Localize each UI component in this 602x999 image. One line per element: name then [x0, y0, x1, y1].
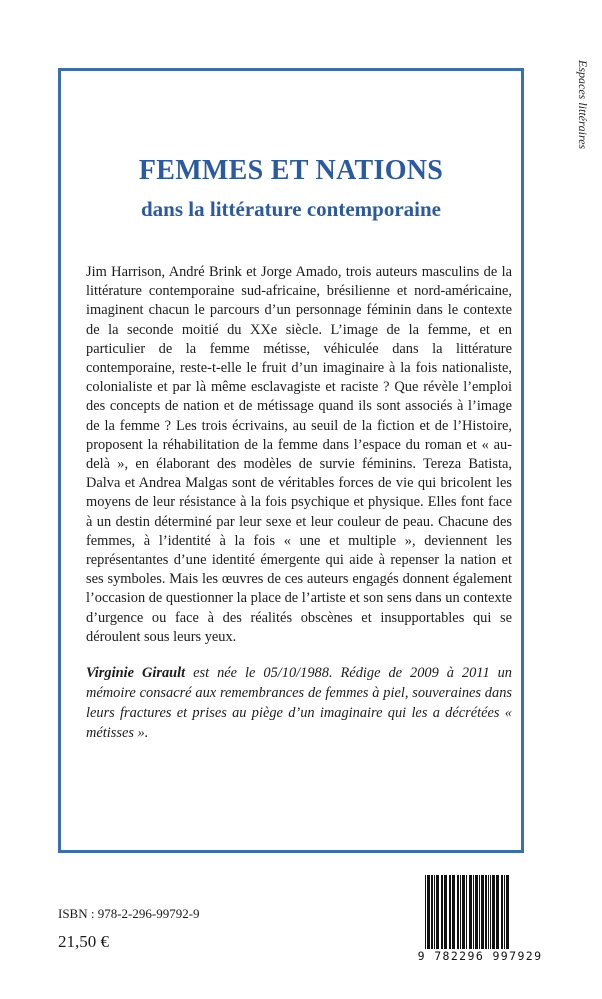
barcode-bar — [434, 875, 435, 949]
barcode-bar — [466, 875, 467, 949]
barcode — [415, 875, 545, 965]
barcode-bar — [427, 875, 430, 949]
author-bio — [86, 663, 512, 743]
barcode-bar — [460, 875, 461, 949]
isbn-label: ISBN : 978-2-296-99792-9 — [58, 906, 200, 921]
author-bio-text: est née le 05/10/1988. Rédige de 2009 à 2011 un mémoire consacré aux remembrances de femmes à piel, souveraines dans leurs fractures et prises au piège d’un imaginaire qui les a décrétées « métisses ». — [86, 665, 512, 741]
barcode-bar — [469, 875, 472, 949]
barcode-bar — [506, 875, 509, 949]
barcode-bar — [475, 875, 478, 949]
book-title: FEMMES ET NATIONS — [138, 155, 444, 186]
barcode-bar — [504, 875, 505, 949]
barcode-bar — [496, 875, 499, 949]
author-name: Virginie Girault — [86, 665, 186, 681]
series-label: Espaces littéraires — [576, 60, 590, 150]
barcode-bar — [462, 875, 465, 949]
barcode-bar — [479, 875, 480, 949]
barcode-bar — [457, 875, 459, 949]
barcode-bar — [501, 875, 503, 949]
barcode-bars — [423, 875, 541, 949]
barcode-bar — [473, 875, 474, 949]
barcode-bar — [485, 875, 487, 949]
barcode-bar — [492, 875, 495, 949]
barcode-digits: 9 782296 997929 — [417, 949, 543, 963]
barcode-bar — [425, 875, 426, 949]
book-summary: Jim Harrison, André Brink et Jorge Amado, trois auteurs masculins de la littérature contemporaine sud-africaine, brésilienne et nord-américaine, imaginent chacun le parcours d’un personnage féminin dans le contexte de la seconde moitié du XXe siècle. L’image de la femme, et en particulier de la femme métisse, véhiculée dans la littérature contemporaine, reste-t-elle le fruit d’un imaginaire à la fois nationaliste, colonialiste et par là même esclavagiste et raciste ? Que révèle l’emploi des concepts de nation et de métissage quand ils sont associés à l’image de la femme ? Les trois écrivains, au seuil de la fiction et de l’Histoire, proposent la réhabilitation de la femme dans l’espace du roman et « au-delà », en élaborant des modèles de survie féminins. Tereza Batista, Dalva et Andrea Malgas sont de véritables forces de vie qui bricolent les moyens de leur résistance à la fois psychique et physique. Elles font face à un destin déterminé par leur sexe et leur couleur de peau. Chacune des femmes, à l’identité à la fois « une et multiple », deviennent les représentantes d’une identité émergente qui aide à repenser la nation et ses symboles. Mais les œuvres de ces auteurs engagés donnent également l’occasion de questionner la place de l’artiste et son sens dans un contexte d’urgence ou face à des réalités obscènes et insupportables qui se déroulent sous leurs yeux. — [86, 264, 512, 645]
barcode-bar — [452, 875, 455, 949]
barcode-bar — [431, 875, 433, 949]
barcode-bar — [490, 875, 491, 949]
barcode-bar — [441, 875, 443, 949]
barcode-bar — [481, 875, 484, 949]
barcode-bar — [436, 875, 439, 949]
price-label: 21,50 € — [58, 932, 109, 951]
barcode-bar — [444, 875, 447, 949]
barcode-bar — [488, 875, 489, 949]
barcode-bar — [449, 875, 451, 949]
book-subtitle: dans la littérature contemporaine — [141, 197, 441, 221]
